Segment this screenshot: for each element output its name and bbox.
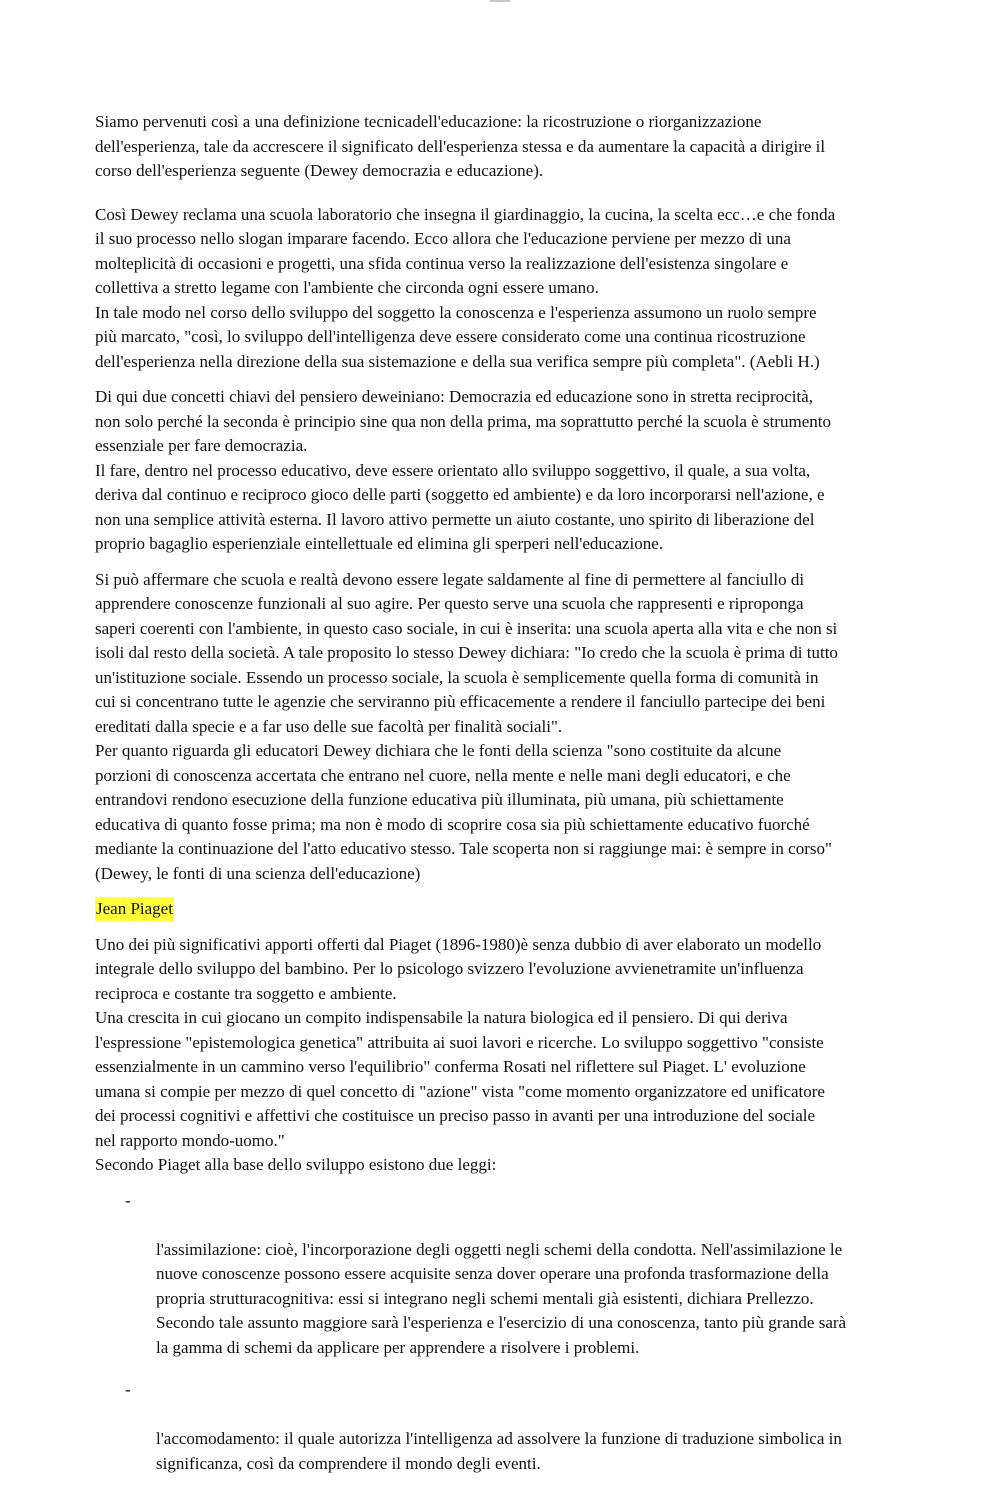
paragraph-active-learning: Il fare, dentro nel processo educativo, deve essere orientato allo sviluppo soggettivo, il quale, a sua volta, deriva dal continuo e reciproco gioco delle parti (soggetto ed ambiente) e da loro incorporarsi nell'azione, e non una semplice attività esterna. Il lavoro attivo permette un aiuto costante, uno spirito di liberazione del proprio bagaglio esperienziale eintellettuale ed elimina gli sperperi nell'educazione. <box>95 460 825 553</box>
section-heading-piaget: Jean Piaget <box>95 897 174 921</box>
paragraph-piaget-laws: Secondo Piaget alla base dello sviluppo esistono due leggi: <box>95 1155 497 1174</box>
list-item-text: l'assimilazione: cioè, l'incorporazione degli oggetti negli schemi della condotta. Nell'assimilazione le nuove conoscenze possono essere acquisite senza dover operare una profonda trasformazione della propria strutturacognitiva: essi si integrano negli schemi mentali già esistenti, dichiara Prellezzo. Secondo tale assunto maggiore sarà l'esperienza e l'esercizio di una conoscenza, tanto più grande sarà la gamma di schemi da applicare per apprendere a risolvere i problemi. <box>156 1239 847 1357</box>
list-bullet: - <box>125 1190 131 1210</box>
laws-list <box>95 1189 917 1477</box>
paragraph-dewey-school-lab: Così Dewey reclama una scuola laboratorio che insegna il giardinaggio, la cucina, la scelta ecc…e che fonda il suo processo nello slogan imparare facendo. Ecco allora che l'educazione perviene per mezzo di una molteplicità di occasioni e progetti, una sfida continua verso la realizzazione dell'esistenza singolare e collettiva a stretto legame con l'ambiente che circonda ogni essere umano. <box>95 204 836 297</box>
paragraph-democracy-education: Di qui due concetti chiavi del pensiero deweiniano: Democrazia ed educazione sono in stretta reciprocità, non solo perché la seconda è principio sine qua non della prima, ma soprattutto perché la scuola è strumento essenziale per fare democrazia. <box>95 387 831 455</box>
paragraph-educators-sources: Per quanto riguarda gli educatori Dewey dichiara che le fonti della scienza "sono costituite da alcune porzioni di conoscenza accertata che entrano nel cuore, nella mente e nelle mani degli educatori, e che entrandovi rendono esecuzione della funzione educativa più illuminata, più umana, più schiettamente educativa di quanto fosse prima; ma non è modo di scoprire cosa sia più schiettamente educativo fuorché mediante la continuazione del l'atto educativo stesso. Tale scoperta non si raggiunge mai: è sempre in corso" (Dewey, le fonti di una scienza dell'educazione) <box>95 741 832 883</box>
paragraph-school-reality: Si può affermare che scuola e realtà devono essere legate saldamente al fine di permettere al fanciullo di apprendere conoscenze funzionali al suo agire. Per questo serve una scuola che rappresenti e riproponga saperi coerenti con l'ambiente, in questo caso sociale, in cui è inserita: una scuola aperta alla vita e che non si isoli dal resto della società. A tale proposito lo stesso Dewey dichiara: "Io credo che la scuola è prima di tutto un'istituzione sociale. Essendo un processo sociale, la scuola è semplicemente quella forma di comunità in cui si concentrano tutte le agenzie che serviranno più efficacemente a rendere il fanciullo partecipe dei beni ereditati dalla specie e a far uso delle sue facoltà per finalità sociali". <box>95 569 838 736</box>
paragraph-dewey-definition: Siamo pervenuti così a una definizione tecnicadell'educazione: la ricostruzione o riorganizzazione dell'esperienza, tale da accrescere il significato dell'esperienza stessa e da aumentare la capacità a dirigire il corso dell'esperienza seguente (Dewey democrazia e educazione). <box>95 112 826 180</box>
paragraph-piaget-growth: Una crescita in cui giocano un compito indispensabile la natura biologica ed il pensiero. Di qui deriva l'espressione "epistemologica genetica" attribuita ai suoi lavori e ricerche. Lo sviluppo soggettivo "consiste essenzialmente in un cammino verso l'equilibrio" conferma Rosati nel riflettere sul Piaget. L' evoluzione umana si compie per mezzo di quel concetto di "azione" vista "come momento organizzatore ed unificatore dei processi cognitivi e affettivi che costituisce un preciso passo in avanti per una introduzione del sociale nel rapporto mondo-uomo." <box>95 1008 825 1150</box>
paragraph-piaget-model: Uno dei più significativi apporti offerti dal Piaget (1896-1980)è senza dubbio di aver elaborato un modello integrale dello sviluppo del bambino. Per lo psicologo svizzero l'evoluzione avvienetramite un'influenza reciproca e costante tra soggetto e ambiente. <box>95 934 822 1003</box>
list-item <box>95 1189 917 1361</box>
document-body <box>95 110 917 1494</box>
list-item <box>95 1378 917 1476</box>
page-header-mark <box>490 0 510 2</box>
section-heading-piaget-wrap <box>95 897 917 922</box>
list-item-text: l'accomodamento: il quale autorizza l'intelligenza ad assolvere la funzione di traduzione simbolica in significanza, così da comprendere il mondo degli eventi. <box>156 1429 842 1473</box>
paragraph-dewey-intelligence: In tale modo nel corso dello sviluppo del soggetto la conoscenza e l'esperienza assumono un ruolo sempre più marcato, "così, lo sviluppo dell'intelligenza deve essere considerato come una continua ricostruzione dell'esperienza nella direzione della sua sistemazione e della sua verifica sempre più completa". (Aebli H.) <box>95 302 820 371</box>
list-bullet: - <box>125 1380 131 1399</box>
